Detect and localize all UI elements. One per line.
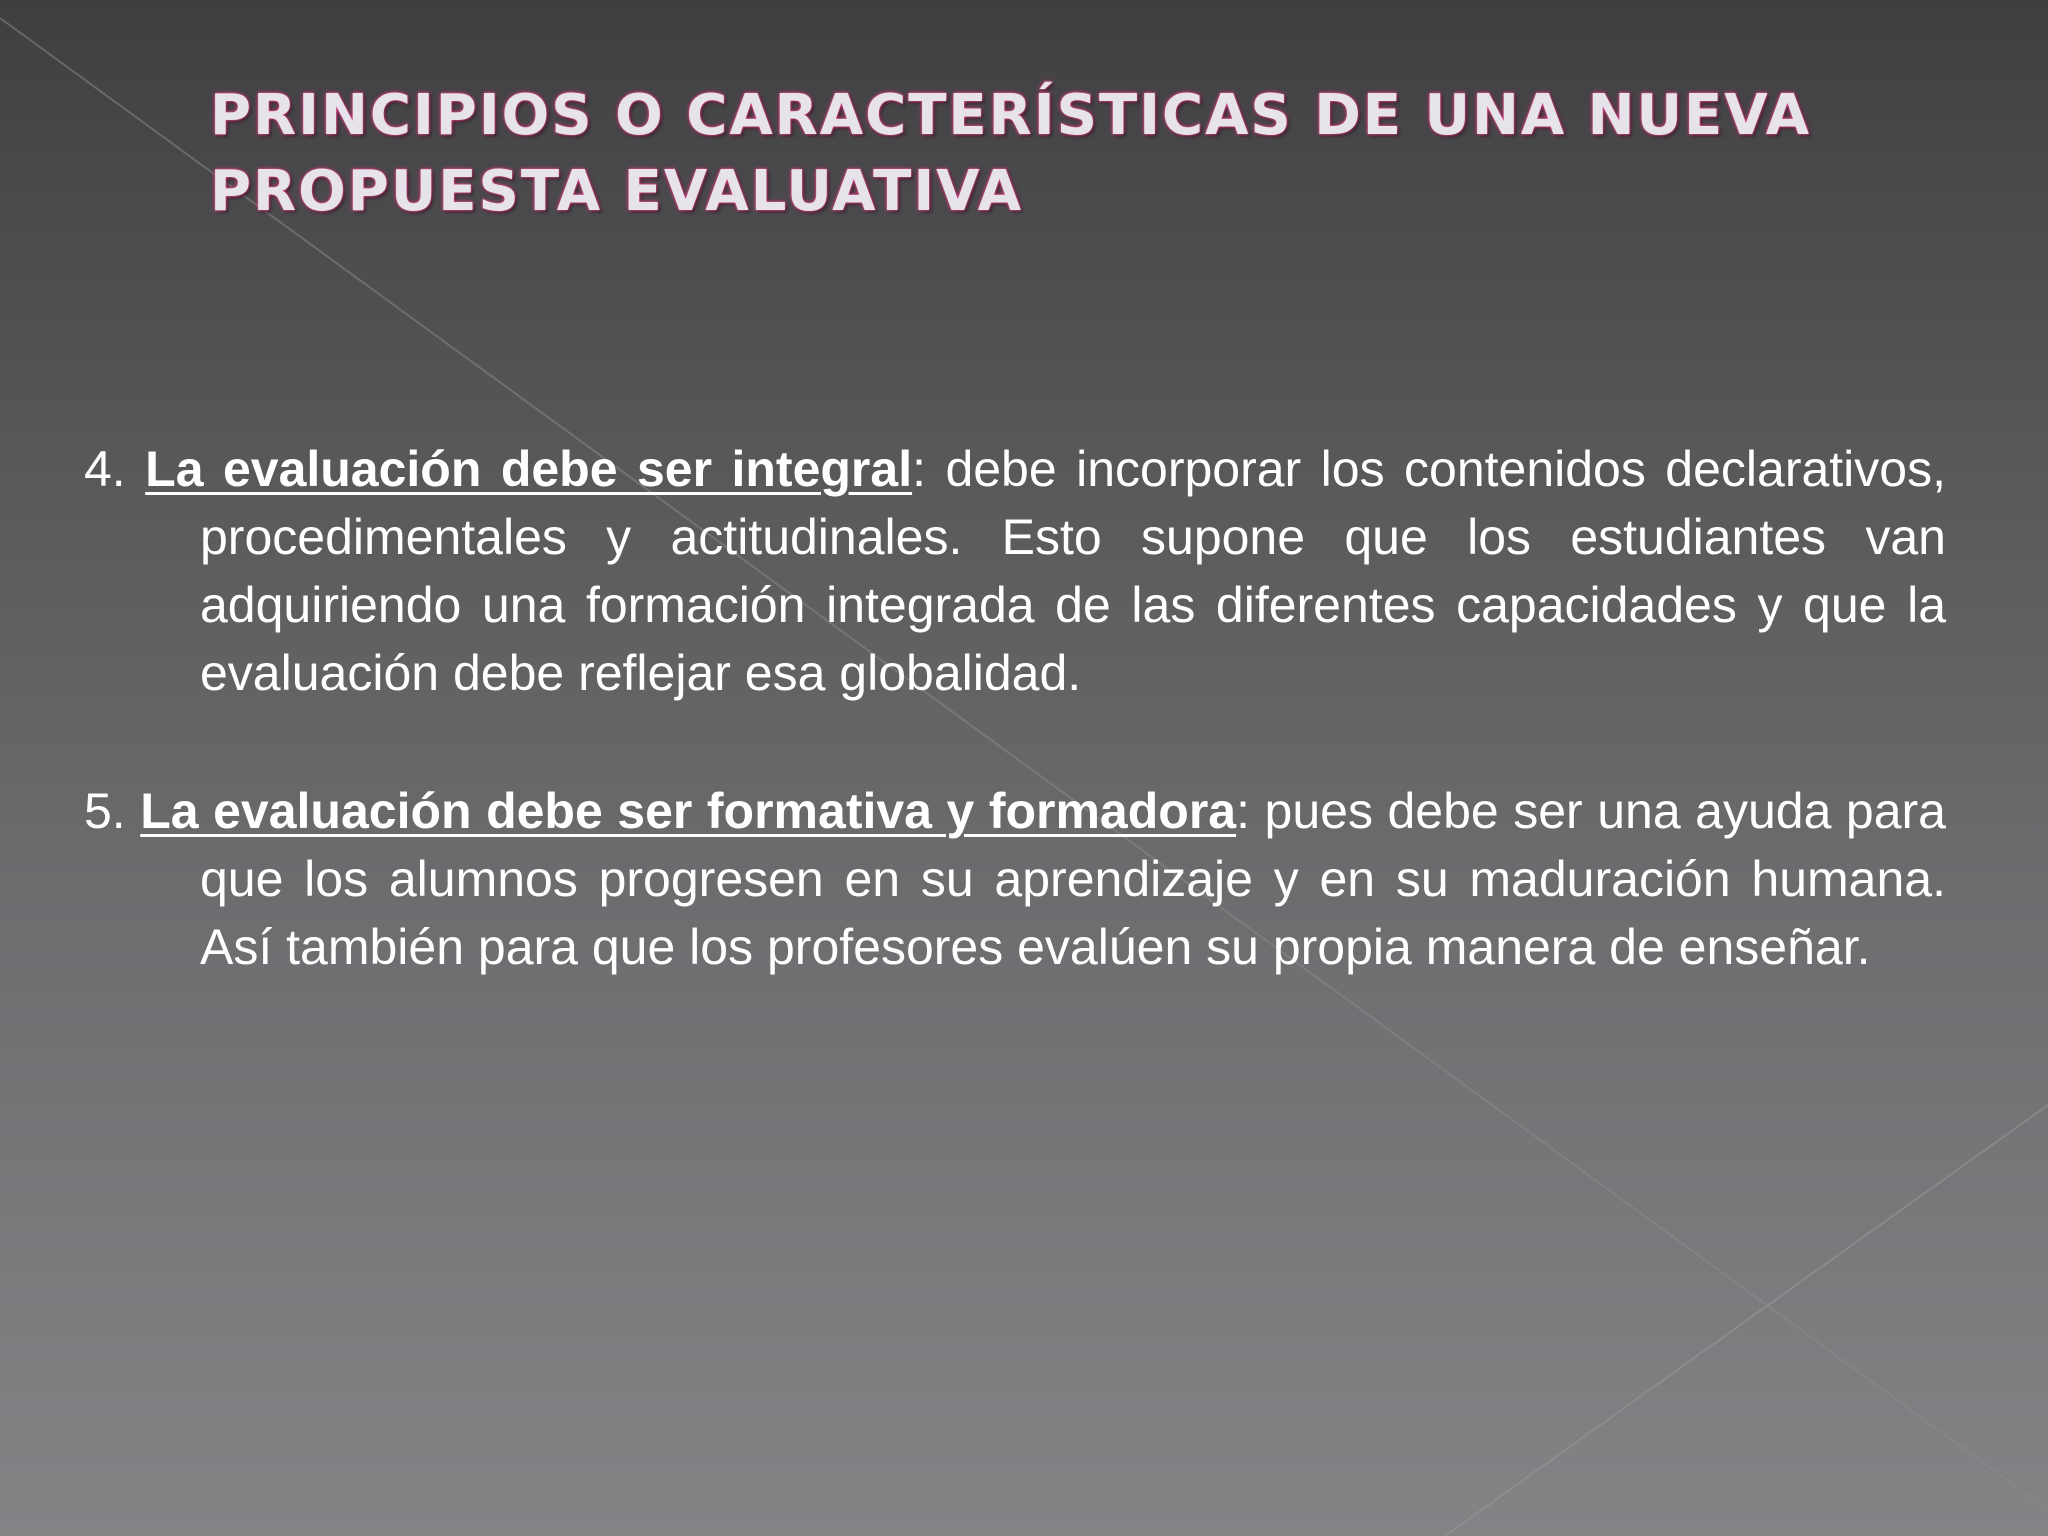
slide-title-line-1: PRINCIPIOS O CARACTERÍSTICAS DE UNA NUEVA: [210, 83, 1812, 148]
item-heading: La evaluación debe ser formativa y formadora: [140, 783, 1237, 839]
item-number: 4.: [84, 441, 126, 497]
slide-title: [210, 78, 1910, 230]
item-description: debe incorporar los contenidos declarativos, procedimentales y actitudinales. Esto supone que los estudiantes van adquiriendo una formación integrada de las diferentes capacidades y que la evaluación debe reflejar esa globalidad.: [200, 441, 1946, 701]
item-separator: :: [1236, 783, 1250, 839]
item-description: pues debe ser una ayuda para que los alumnos progresen en su aprendizaje y en su maduración humana. Así también para que los profesores evalúen su propia manera de enseñar.: [200, 783, 1946, 975]
slide-body: [84, 435, 1946, 1051]
item-separator: :: [912, 441, 926, 497]
decor-line-lower-right: [1445, 1105, 2048, 1536]
item-number: 5.: [84, 783, 126, 839]
slide-title-line-2: PROPUESTA EVALUATIVA: [210, 159, 1024, 224]
item-heading: La evaluación debe ser integral: [145, 441, 913, 497]
principle-item-5: [84, 777, 1946, 981]
principle-item-4: [84, 435, 1946, 707]
